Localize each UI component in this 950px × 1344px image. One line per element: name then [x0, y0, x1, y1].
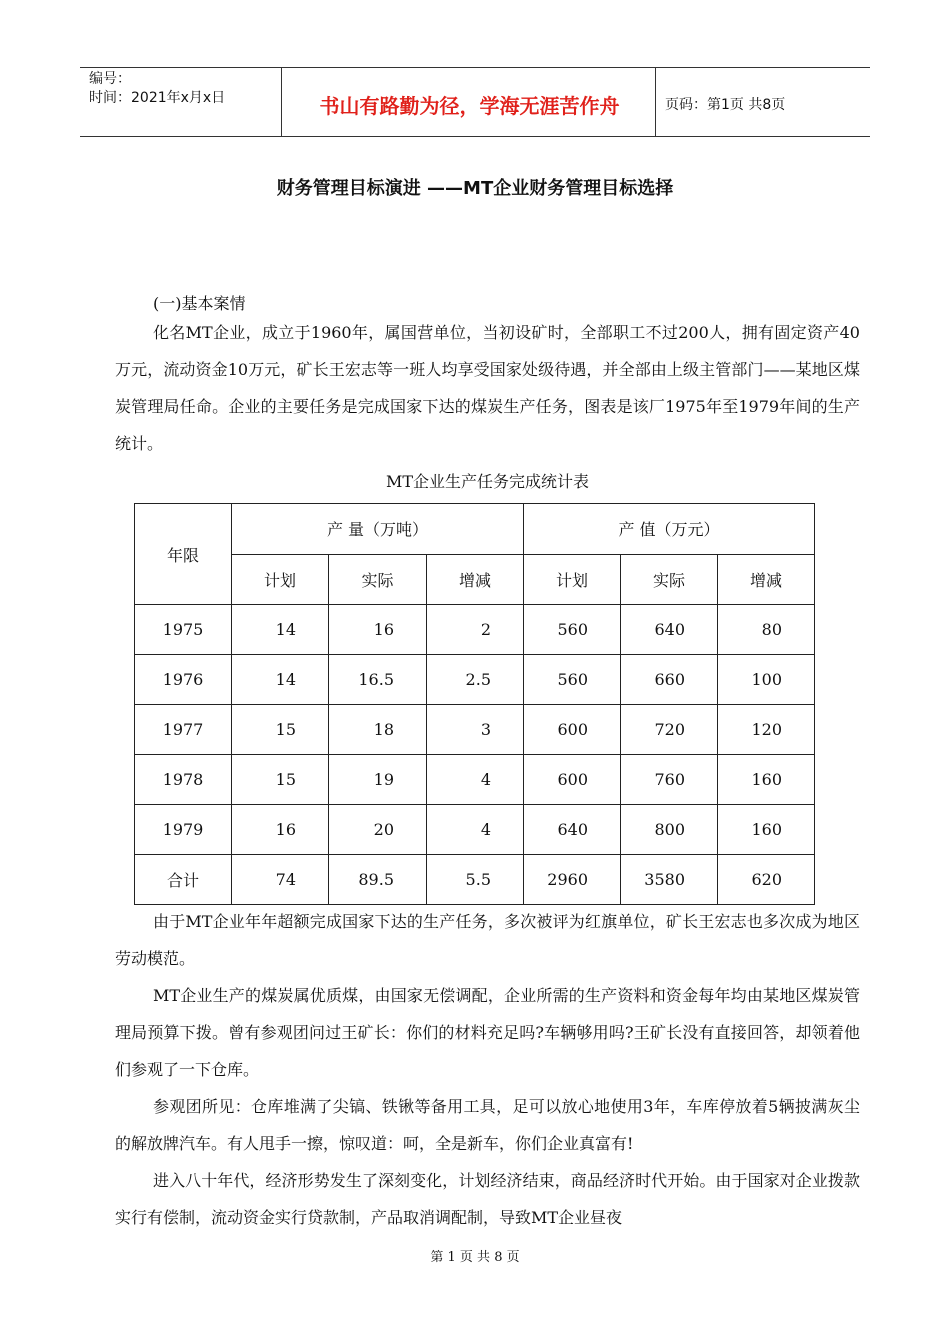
motto: 书山有路勤为径，学海无涯苦作舟	[319, 94, 620, 118]
paragraph: 进入八十年代，经济形势发生了深刻变化，计划经济结束，商品经济时代开始。由于国家对企业拨款实行有偿制，流动资金实行贷款制，产品取消调配制，导致MT企业昼夜	[115, 1171, 860, 1227]
table-cell: 660	[621, 655, 718, 705]
paragraph: 由于MT企业年年超额完成国家下达的生产任务，多次被评为红旗单位，矿长王宏志也多次成为地区劳动模范。	[115, 912, 860, 968]
section-heading: (一)基本案情	[153, 294, 246, 313]
table-cell: 74	[232, 855, 329, 905]
table-cell: 14	[232, 655, 329, 705]
year-cell: 1975	[135, 605, 232, 655]
date-label: 时间：2021年x月x日	[89, 90, 226, 106]
page-footer: 第 1 页 共 8 页	[430, 1250, 520, 1265]
table-cell: 640	[621, 605, 718, 655]
table-row	[135, 655, 815, 705]
year-cell: 合计	[135, 855, 232, 905]
column-header: 计划	[524, 554, 621, 605]
table-cell: 16	[329, 605, 427, 655]
table-cell: 720	[621, 705, 718, 755]
table-cell: 15	[232, 705, 329, 755]
value-group-header: 产 值（万元）	[524, 504, 815, 555]
table-cell: 620	[718, 855, 815, 905]
table-cell: 600	[524, 705, 621, 755]
table-cell: 800	[621, 805, 718, 855]
table-cell: 160	[718, 805, 815, 855]
table-subheader-row	[135, 554, 815, 605]
table-cell: 160	[718, 755, 815, 805]
table-cell: 560	[524, 605, 621, 655]
table-total-row	[135, 855, 815, 905]
year-cell: 1976	[135, 655, 232, 705]
table-row	[135, 705, 815, 755]
table-cell: 18	[329, 705, 427, 755]
table-cell: 89.5	[329, 855, 427, 905]
page-info: 页码：第1页 共8页	[665, 97, 786, 113]
table-cell: 3	[427, 705, 524, 755]
table-cell: 560	[524, 655, 621, 705]
table-cell: 120	[718, 705, 815, 755]
table-cell: 19	[329, 755, 427, 805]
table-cell: 16.5	[329, 655, 427, 705]
table-header-row	[135, 504, 815, 555]
table-cell: 2960	[524, 855, 621, 905]
column-header: 实际	[621, 554, 718, 605]
column-header: 计划	[232, 554, 329, 605]
year-header: 年限	[135, 504, 232, 605]
code-label: 编号：	[89, 71, 131, 87]
table-cell: 80	[718, 605, 815, 655]
table-cell: 5.5	[427, 855, 524, 905]
table-row	[135, 605, 815, 655]
column-header: 增减	[427, 554, 524, 605]
table-cell: 4	[427, 805, 524, 855]
page-header	[80, 67, 870, 137]
table-cell: 760	[621, 755, 718, 805]
table-cell: 2.5	[427, 655, 524, 705]
table-cell: 16	[232, 805, 329, 855]
column-header: 增减	[718, 554, 815, 605]
table-row	[135, 805, 815, 855]
column-header: 实际	[329, 554, 427, 605]
table-cell: 4	[427, 755, 524, 805]
table-caption: MT企业生产任务完成统计表	[385, 472, 590, 491]
year-cell: 1977	[135, 705, 232, 755]
table-cell: 2	[427, 605, 524, 655]
table-row	[135, 755, 815, 805]
table-cell: 14	[232, 605, 329, 655]
table-cell: 600	[524, 755, 621, 805]
header-divider	[281, 68, 282, 136]
paragraph: 化名MT企业，成立于1960年，属国营单位，当初设矿时，全部职工不过200人，拥有固定资产40万元，流动资金10万元，矿长王宏志等一班人均享受国家处级待遇，并全部由上级主管部门——某地区煤炭管理局任命。企业的主要任务是完成国家下达的煤炭生产任务，图表是该厂1975年至1979年间的生产统计。	[115, 323, 860, 453]
table-cell: 100	[718, 655, 815, 705]
year-cell: 1978	[135, 755, 232, 805]
paragraph: 参观团所见：仓库堆满了尖镐、铁锹等备用工具，足可以放心地使用3年，车库停放着5辆披满灰尘的解放牌汽车。有人甩手一擦，惊叹道：呵，全是新车，你们企业真富有!	[115, 1097, 860, 1153]
production-table	[134, 503, 815, 905]
paragraph: MT企业生产的煤炭属优质煤，由国家无偿调配，企业所需的生产资料和资金每年均由某地区煤炭管理局预算下拨。曾有参观团问过王矿长：你们的材料充足吗?车辆够用吗?王矿长没有直接回答，却领着他们参观了一下仓库。	[115, 986, 860, 1079]
table-cell: 20	[329, 805, 427, 855]
table-cell: 15	[232, 755, 329, 805]
year-cell: 1979	[135, 805, 232, 855]
table-cell: 3580	[621, 855, 718, 905]
table-cell: 640	[524, 805, 621, 855]
document-title: 财务管理目标演进 ——MT企业财务管理目标选择	[276, 178, 674, 199]
output-group-header: 产 量（万吨）	[232, 504, 524, 555]
header-meta	[89, 70, 225, 108]
